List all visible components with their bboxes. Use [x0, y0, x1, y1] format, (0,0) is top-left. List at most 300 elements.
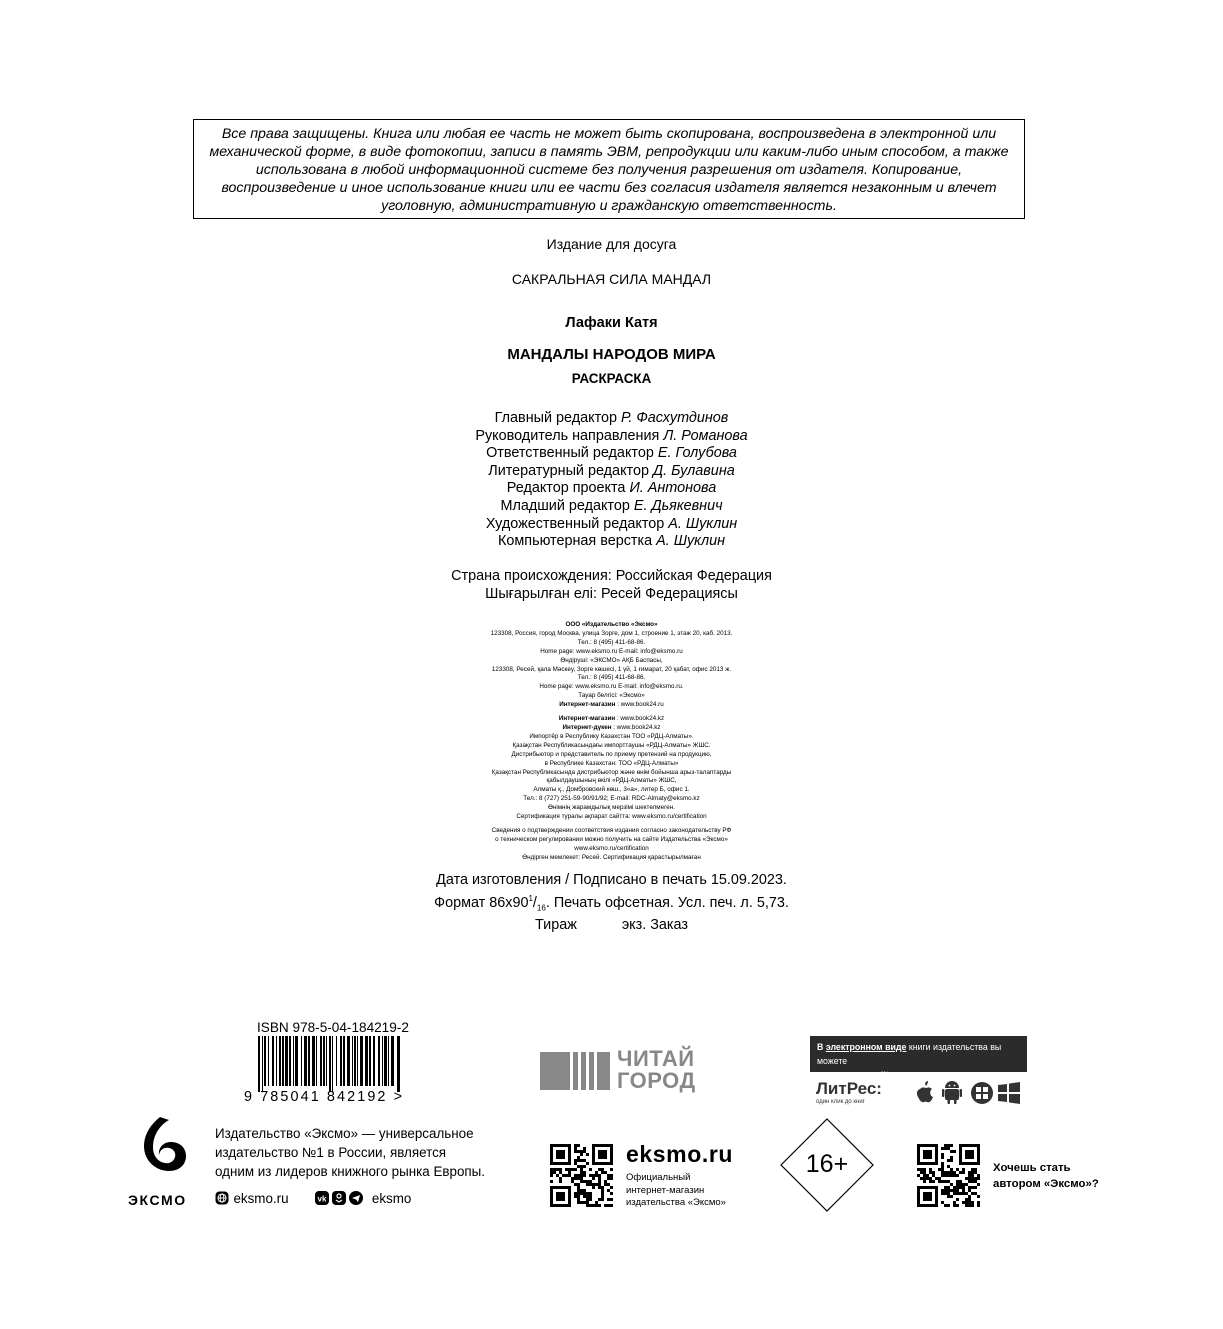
country-ru: Страна происхождения: Российская Федерация: [451, 568, 772, 584]
qr-module: [568, 1192, 571, 1195]
qr-module: [926, 1156, 929, 1159]
qr-module: [562, 1198, 565, 1201]
qr-module: [559, 1177, 562, 1180]
globe-icon: [215, 1191, 229, 1205]
qr-module: [574, 1147, 577, 1150]
print-info: [0, 872, 1223, 934]
qr-module: [941, 1168, 944, 1171]
qr-module: [565, 1204, 568, 1207]
qr-module: [965, 1162, 968, 1165]
qr-module: [971, 1192, 974, 1195]
qr-module: [935, 1195, 938, 1198]
qr-module: [971, 1201, 974, 1204]
qr-module: [589, 1174, 592, 1177]
qr-module: [559, 1144, 562, 1147]
qr-module: [556, 1204, 559, 1207]
qr-module: [589, 1204, 592, 1207]
shop-domain[interactable]: eksmo.ru: [626, 1141, 734, 1167]
qr-module: [574, 1162, 577, 1165]
barcode-bar: [329, 1036, 331, 1092]
qr-module: [977, 1159, 980, 1162]
qr-module: [920, 1177, 923, 1180]
qr-module: [977, 1201, 980, 1204]
qr-module: [574, 1177, 577, 1180]
qr-module: [977, 1150, 980, 1153]
qr-module: [926, 1153, 929, 1156]
qr-module: [595, 1183, 598, 1186]
qr-module: [917, 1186, 920, 1189]
barcode-bar: [382, 1036, 383, 1086]
staff-line: Руководитель направления Л. Романова: [475, 427, 748, 444]
qr-module: [562, 1153, 565, 1156]
qr-module: [929, 1171, 932, 1174]
qr-module: [559, 1162, 562, 1165]
qr-module: [971, 1144, 974, 1147]
qr-module: [959, 1159, 962, 1162]
qr-module: [932, 1204, 935, 1207]
qr-module: [559, 1171, 562, 1174]
qr-module: [610, 1159, 613, 1162]
edition-type: Издание для досуга: [546, 236, 677, 252]
qr-module: [550, 1186, 553, 1189]
qr-module: [929, 1195, 932, 1198]
qr-module: [935, 1189, 938, 1192]
qr-module: [917, 1204, 920, 1207]
qr-module: [959, 1180, 962, 1183]
qr-module: [550, 1144, 553, 1147]
barcode-bar: [258, 1036, 260, 1092]
qr-module: [926, 1177, 929, 1180]
barcode-bar: [279, 1036, 281, 1086]
qr-module: [598, 1183, 601, 1186]
author-name: Лафаки Катя: [565, 315, 658, 331]
qr-module: [559, 1150, 562, 1153]
qr-module: [604, 1171, 607, 1174]
qr-module: [947, 1147, 950, 1150]
qr-module: [962, 1144, 965, 1147]
qr-module: [586, 1201, 589, 1204]
qr-module: [941, 1192, 944, 1195]
qr-module: [968, 1186, 971, 1189]
qr-module: [965, 1198, 968, 1201]
qr-module: [923, 1150, 926, 1153]
barcode-bar: [347, 1036, 350, 1086]
qr-module: [917, 1195, 920, 1198]
qr-module: [550, 1174, 553, 1177]
qr-module: [550, 1150, 553, 1153]
barcode-bar: [354, 1036, 356, 1086]
android-icon: [942, 1081, 962, 1104]
qr-module: [977, 1147, 980, 1150]
qr-module: [935, 1162, 938, 1165]
qr-module: [968, 1180, 971, 1183]
qr-module: [971, 1153, 974, 1156]
qr-module: [577, 1186, 580, 1189]
qr-module: [592, 1162, 595, 1165]
qr-module: [974, 1192, 977, 1195]
apple-icon: [917, 1081, 933, 1102]
qr-module: [559, 1192, 562, 1195]
qr-module: [947, 1144, 950, 1147]
qr-module: [965, 1192, 968, 1195]
qr-module: [926, 1192, 929, 1195]
barcode-bar: [289, 1036, 291, 1086]
barcode-bar: [378, 1036, 380, 1086]
qr-module: [941, 1165, 944, 1168]
qr-module: [932, 1162, 935, 1165]
qr-module: [556, 1153, 559, 1156]
staff-line: Художественный редактор А. Шуклин: [485, 515, 738, 532]
litres-banner[interactable]: В электронном виде книги издательства вы можете купить на www.litres.ru: [810, 1036, 1027, 1072]
qr-module: [607, 1189, 610, 1192]
qr-module: [586, 1183, 589, 1186]
telegram-icon: [349, 1191, 363, 1205]
qr-module: [556, 1195, 559, 1198]
qr-module: [592, 1156, 595, 1159]
qr-module: [977, 1183, 980, 1186]
staff-line: Литературный редактор Д. Булавина: [488, 462, 735, 479]
qr-module: [601, 1198, 604, 1201]
barcode-bar: [304, 1036, 307, 1086]
qr-module: [926, 1186, 929, 1189]
barcode-bar: [320, 1036, 322, 1086]
qr-module: [571, 1180, 574, 1183]
qr-module: [920, 1204, 923, 1207]
qr-module: [559, 1195, 562, 1198]
qr-module: [929, 1177, 932, 1180]
qr-module: [920, 1171, 923, 1174]
qr-module: [938, 1168, 941, 1171]
qr-module: [556, 1174, 559, 1177]
qr-module: [968, 1144, 971, 1147]
qr-module: [550, 1159, 553, 1162]
vk-icon: [315, 1191, 329, 1205]
qr-module: [580, 1180, 583, 1183]
qr-module: [610, 1192, 613, 1195]
qr-module: [959, 1183, 962, 1186]
qr-module: [935, 1204, 938, 1207]
qr-module: [562, 1156, 565, 1159]
qr-module: [971, 1186, 974, 1189]
qr-module: [917, 1189, 920, 1192]
qr-module: [929, 1144, 932, 1147]
qr-module: [586, 1180, 589, 1183]
qr-module: [580, 1168, 583, 1171]
qr-module: [953, 1201, 956, 1204]
qr-module: [917, 1153, 920, 1156]
qr-module: [944, 1180, 947, 1183]
qr-module: [923, 1177, 926, 1180]
qr-module: [562, 1204, 565, 1207]
qr-module: [610, 1153, 613, 1156]
qr-module: [923, 1162, 926, 1165]
qr-module: [953, 1150, 956, 1153]
qr-module: [917, 1144, 920, 1147]
qr-module: [935, 1159, 938, 1162]
qr-module: [932, 1174, 935, 1177]
qr-module: [923, 1171, 926, 1174]
qr-module: [571, 1177, 574, 1180]
barcode-bar: [285, 1036, 288, 1086]
barcode-bar: [295, 1036, 298, 1086]
barcode-bar: [340, 1036, 342, 1086]
shop-description: Официальный интернет-магазин издательства «Эксмо»: [626, 1172, 726, 1208]
qr-module: [962, 1162, 965, 1165]
qr-module: [568, 1156, 571, 1159]
qr-module: [577, 1144, 580, 1147]
qr-module: [929, 1156, 932, 1159]
qr-module: [923, 1153, 926, 1156]
qr-module: [953, 1189, 956, 1192]
qr-module: [562, 1192, 565, 1195]
barcode-bar: [326, 1036, 327, 1086]
qr-module: [956, 1198, 959, 1201]
qr-module: [920, 1162, 923, 1165]
qr-module: [604, 1153, 607, 1156]
qr-module: [950, 1159, 953, 1162]
qr-module: [965, 1156, 968, 1159]
qr-module: [920, 1144, 923, 1147]
qr-module: [935, 1147, 938, 1150]
qr-code-shop: [550, 1144, 613, 1207]
qr-module: [559, 1168, 562, 1171]
qr-module: [589, 1180, 592, 1183]
qr-module: [583, 1201, 586, 1204]
qr-module: [950, 1150, 953, 1153]
qr-module: [577, 1174, 580, 1177]
publisher-details: ООО «Издательство «Эксмо» 123308, Россия, город Москва, улица Зорге, дом 1, строение 1, этаж 20, каб. 2013. Тел.: 8 (495) 411-68-86. Home page: www.eksmo.ru E-mail: info@eksmo.ru Өндіруші: «ЭКСМО» АҚБ Баспасы, 123308, Ресей, қала Мәскеу, Зорге көшесі, 1 үй, 1 ғимарат, 20 қабат, офис 2013 ж. Тел.: 8 (495) 411-68-86. Home page: www.eksmo.ru E-mail: info@eksmo.ru. Тауар белгісі: «Эксмо» Интернет-магазин : www.book24.ru Интернет-магазин : www.book24.kz Интернет-дүкен : www.book24.kz Импортёр в Республику Казахстан ТОО «РДЦ-Алматы». Қазақстан Республикасындағы импорттаушы «РДЦ-Алматы» ЖШС. Дистрибьютор и представитель по приему претензий на продукцию, в Республике Казахстан: ТОО «РДЦ-Алматы» Қазақстан Республикасында дистрибьютор және өнім бойынша арыз-талаптарды қабылдаушының өкілі «РДЦ-Алматы» ЖШС, Алматы қ., Домбровский көш., 3«а», литер Б, офис 1. Тел.: 8 (727) 251-59-90/91/92; E-mail: RDC-Almaty@eksmo.kz Өнімнің жарамдылық мерзімі шектелмеген. Сертификация туралы ақпарат сайтта: www.eksmo.ru/certification Сведения о подтверждении соответствия издания согласно законодательству РФ о техническом регулировании можно получить на сайте Издательства «Эксмо» www.eksmo.ru/certification Өндірген мемлекет: Ресей. Сертификация қарастырылмаған: [490, 621, 733, 861]
qr-module: [962, 1183, 965, 1186]
qr-module: [589, 1192, 592, 1195]
qr-module: [929, 1186, 932, 1189]
qr-module: [583, 1150, 586, 1153]
qr-module: [953, 1204, 956, 1207]
qr-module: [553, 1171, 556, 1174]
qr-module: [598, 1156, 601, 1159]
qr-module: [571, 1168, 574, 1171]
qr-module: [589, 1198, 592, 1201]
qr-module: [959, 1147, 962, 1150]
country-kz: Шығарылған елі: Ресей Федерациясы: [485, 585, 738, 602]
qr-module: [610, 1168, 613, 1171]
qr-module: [565, 1144, 568, 1147]
qr-module: [589, 1168, 592, 1171]
qr-module: [950, 1171, 953, 1174]
qr-module: [610, 1144, 613, 1147]
qr-module: [968, 1201, 971, 1204]
qr-module: [962, 1189, 965, 1192]
qr-module: [568, 1159, 571, 1162]
qr-module: [565, 1162, 568, 1165]
qr-module: [944, 1171, 947, 1174]
barcode-bar: [352, 1036, 353, 1086]
qr-module: [947, 1180, 950, 1183]
qr-module: [959, 1156, 962, 1159]
qr-module: [938, 1180, 941, 1183]
qr-module: [950, 1174, 953, 1177]
qr-module: [583, 1195, 586, 1198]
qr-module: [553, 1204, 556, 1207]
qr-module: [577, 1165, 580, 1168]
eksmo-social-handle[interactable]: eksmo: [371, 1191, 412, 1206]
qr-module: [953, 1174, 956, 1177]
qr-module: [917, 1162, 920, 1165]
qr-module: [923, 1156, 926, 1159]
qr-module: [935, 1156, 938, 1159]
qr-module: [959, 1162, 962, 1165]
qr-module: [604, 1156, 607, 1159]
qr-module: [604, 1150, 607, 1153]
book-title: МАНДАЛЫ НАРОДОВ МИРА: [507, 346, 716, 363]
qr-module: [601, 1168, 604, 1171]
qr-module: [607, 1183, 610, 1186]
eksmo-site-link[interactable]: eksmo.ru: [233, 1191, 289, 1206]
qr-module: [926, 1195, 929, 1198]
qr-module: [953, 1171, 956, 1174]
qr-module: [944, 1186, 947, 1189]
qr-module: [577, 1198, 580, 1201]
qr-module: [941, 1189, 944, 1192]
barcode-bar: [357, 1036, 358, 1086]
barcode-bar: [316, 1036, 317, 1086]
qr-module: [965, 1201, 968, 1204]
qr-module: [562, 1186, 565, 1189]
qr-module: [956, 1204, 959, 1207]
qr-module: [962, 1192, 965, 1195]
barcode-bar: [264, 1036, 266, 1086]
series-name: САКРАЛЬНАЯ СИЛА МАНДАЛ: [511, 271, 712, 287]
qr-module: [917, 1150, 920, 1153]
qr-module: [610, 1177, 613, 1180]
qr-module: [917, 1198, 920, 1201]
qr-module: [974, 1144, 977, 1147]
qr-module: [920, 1186, 923, 1189]
qr-module: [950, 1189, 953, 1192]
qr-module: [604, 1180, 607, 1183]
qr-module: [568, 1198, 571, 1201]
qr-module: [583, 1192, 586, 1195]
qr-module: [959, 1150, 962, 1153]
qr-module: [977, 1144, 980, 1147]
qr-module: [956, 1186, 959, 1189]
qr-module: [941, 1156, 944, 1159]
qr-module: [556, 1192, 559, 1195]
qr-module: [577, 1192, 580, 1195]
qr-module: [550, 1201, 553, 1204]
qr-module: [550, 1180, 553, 1183]
qr-module: [568, 1195, 571, 1198]
barcode-bar: [276, 1036, 277, 1086]
qr-module: [965, 1153, 968, 1156]
ok-icon: [332, 1191, 346, 1205]
qr-module: [598, 1198, 601, 1201]
qr-module: [583, 1174, 586, 1177]
qr-module: [601, 1156, 604, 1159]
qr-module: [574, 1150, 577, 1153]
qr-module: [950, 1144, 953, 1147]
qr-module: [574, 1144, 577, 1147]
barcode-bar: [282, 1036, 284, 1086]
country-of-origin: [0, 568, 1223, 603]
qr-module: [595, 1144, 598, 1147]
barcode-digits: 9 785041 842192 >: [244, 1089, 405, 1105]
qr-module: [568, 1153, 571, 1156]
qr-module: [568, 1162, 571, 1165]
qr-module: [610, 1186, 613, 1189]
qr-module: [950, 1195, 953, 1198]
qr-module: [941, 1162, 944, 1165]
qr-module: [932, 1171, 935, 1174]
qr-module: [959, 1144, 962, 1147]
isbn-label: ISBN 978-5-04-184219-2: [257, 1020, 409, 1035]
barcode-bar: [272, 1036, 274, 1086]
qr-module: [968, 1189, 971, 1192]
qr-module: [553, 1168, 556, 1171]
qr-module: [953, 1186, 956, 1189]
qr-module: [971, 1171, 974, 1174]
print-format: Формат $86х90^1/_{16}$. Печать офсетная. Усл. печ. л. 5,73.: [434, 893, 789, 913]
qr-module: [944, 1189, 947, 1192]
qr-module: [595, 1201, 598, 1204]
qr-module: [968, 1177, 971, 1180]
qr-module: [592, 1186, 595, 1189]
qr-module: [977, 1174, 980, 1177]
qr-module: [610, 1204, 613, 1207]
qr-module: [923, 1186, 926, 1189]
qr-module: [941, 1171, 944, 1174]
staff-credits: [0, 410, 1223, 551]
qr-module: [565, 1186, 568, 1189]
qr-module: [926, 1198, 929, 1201]
barcode-bar: [308, 1036, 310, 1086]
qr-module: [953, 1192, 956, 1195]
windows-icon: [998, 1082, 1020, 1104]
qr-module: [962, 1201, 965, 1204]
qr-module: [935, 1144, 938, 1147]
qr-module: [941, 1147, 944, 1150]
qr-module: [601, 1162, 604, 1165]
qr-module: [610, 1198, 613, 1201]
qr-module: [583, 1159, 586, 1162]
platform-icons: [914, 1080, 1024, 1111]
qr-module: [598, 1186, 601, 1189]
qr-module: [592, 1204, 595, 1207]
qr-module: [929, 1168, 932, 1171]
eksmo-links: [215, 1190, 411, 1208]
barcode-bar: [268, 1036, 269, 1086]
qr-module: [568, 1204, 571, 1207]
qr-module: [968, 1198, 971, 1201]
qr-module: [553, 1186, 556, 1189]
barcode-bar: [388, 1036, 389, 1086]
qr-module: [580, 1159, 583, 1162]
qr-module: [932, 1180, 935, 1183]
qr-module: [568, 1186, 571, 1189]
svg-text:vk: vk: [317, 1194, 327, 1204]
qr-module: [592, 1150, 595, 1153]
qr-module: [592, 1144, 595, 1147]
qr-module: [971, 1174, 974, 1177]
qr-module: [959, 1192, 962, 1195]
qr-module: [598, 1162, 601, 1165]
chitai-gorod-book-icon: [540, 1050, 610, 1092]
qr-module: [598, 1180, 601, 1183]
qr-module: [917, 1168, 920, 1171]
qr-module: [550, 1147, 553, 1150]
eksmo-about: Издательство «Эксмо» — универсальное издательство №1 в России, является одним из лидеров книжного рынка Европы.: [215, 1126, 486, 1179]
qr-module: [962, 1186, 965, 1189]
qr-module: [944, 1174, 947, 1177]
